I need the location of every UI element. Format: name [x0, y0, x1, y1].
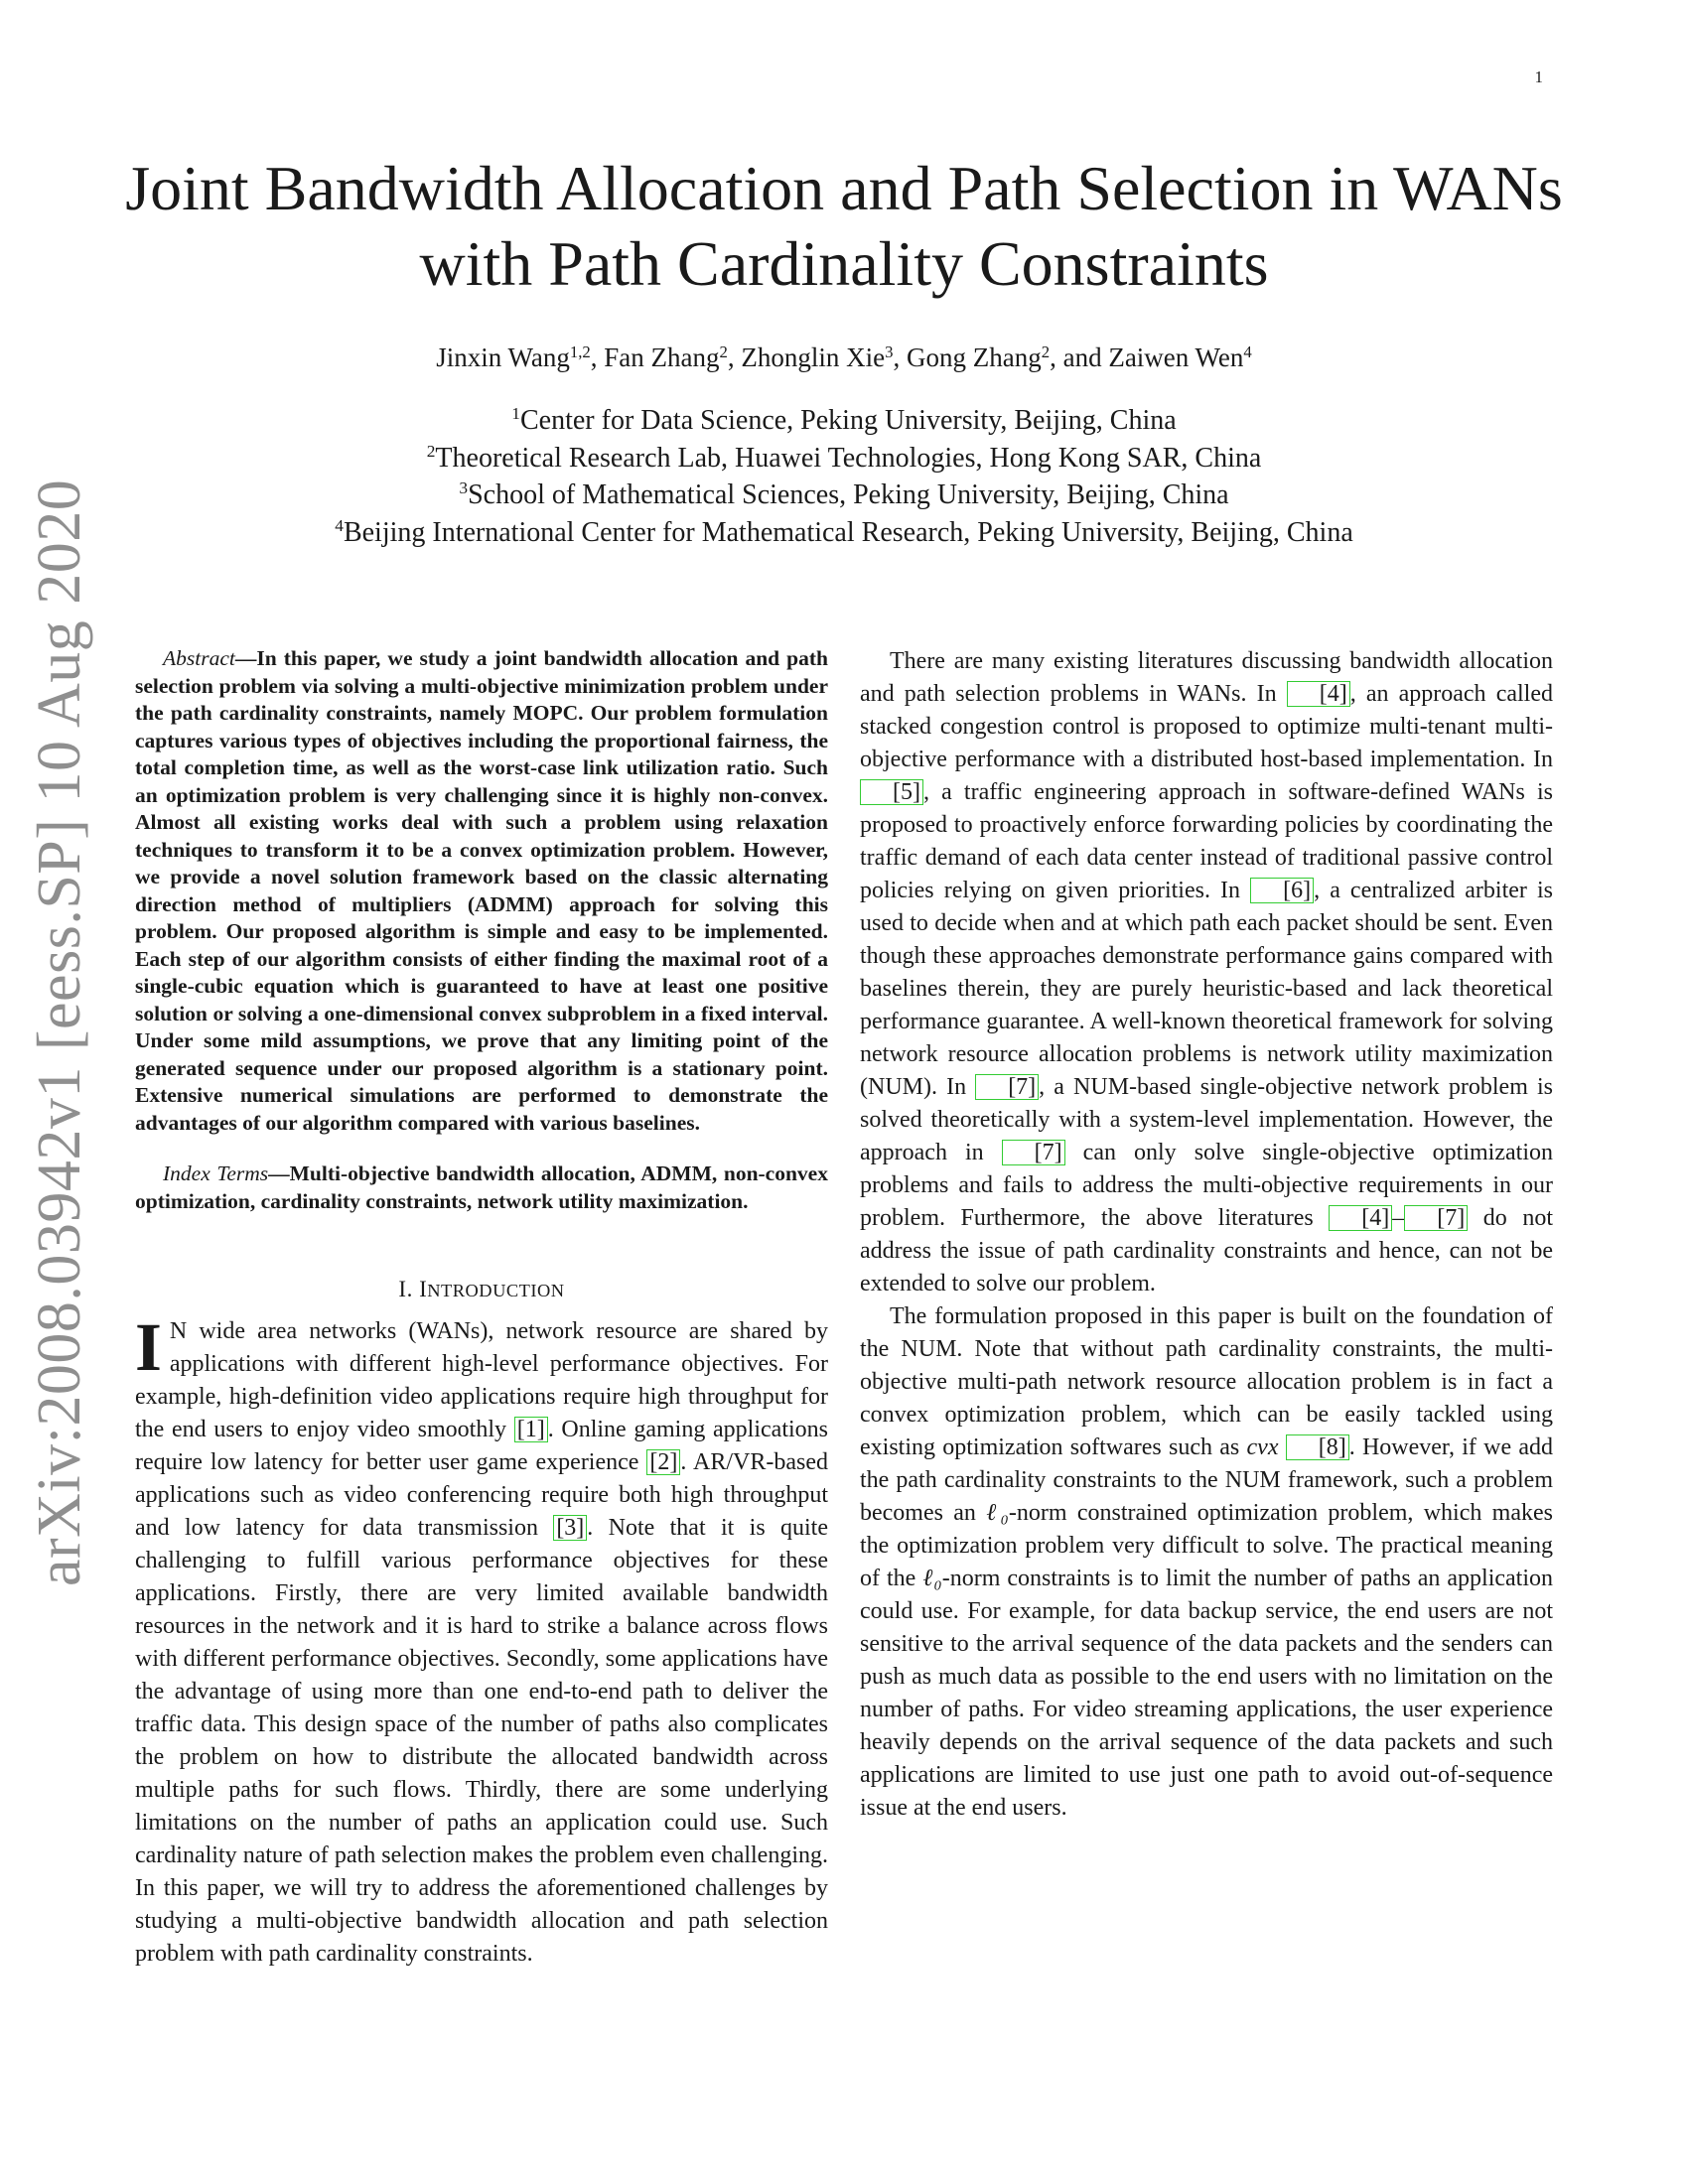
left-column: [135, 645, 828, 1971]
abstract: Abstract—In this paper, we study a joint bandwidth allocation and path selection problem via solving a multi-objective minimization problem under the path cardinality constraints, namely MOPC. Our problem formulation captures various types of objectives including the proportional fairness, the total completion time, as well as the worst-case link utilization ratio. Such an optimization problem is very challenging since it is highly non-convex. Almost all existing works deal with such a problem using relaxation techniques to transform it to be a convex optimization problem. However, we provide a novel solution framework based on the classic alternating direction method of multipliers (ADMM) approach for solving this problem. Our proposed algorithm is simple and easy to be implemented. Each step of our algorithm consists of either finding the maximal root of a single-cubic equation which is guaranteed to have at least one positive solution or solving a one-dimensional convex subproblem in a fixed interval. Under some mild assumptions, we prove that any limiting point of the generated sequence under our proposed algorithm is a stationary point. Extensive numerical simulations are performed to demonstrate the advantages of our algorithm compared with various baselines.: [135, 646, 828, 1135]
affiliation-list: [119, 402, 1569, 551]
arxiv-identifier-stamp[interactable]: arXiv:2008.03942v1 [eess.SP] 10 Aug 2020: [26, 478, 93, 1586]
author: Gong Zhang$^2$, and: [906, 341, 1109, 372]
citation-link[interactable]: [7]: [975, 1074, 1039, 1100]
citation-link[interactable]: [4]: [1329, 1205, 1392, 1231]
affiliation: $^1$Center for Data Science, Peking University, Beijing, China: [511, 404, 1177, 436]
affiliation: $^3$School of Mathematical Sciences, Peking University, Beijing, China: [459, 478, 1229, 510]
author-list: [119, 340, 1569, 375]
citation-link[interactable]: [8]: [1286, 1434, 1349, 1460]
drop-cap: I: [135, 1309, 162, 1385]
intro-paragraph-2: There are many existing literatures discussing bandwidth allocation and path selection problems in WANs. In [4] , an approach called stacked congestion control is proposed to optimize multi-tenant multi-objective performance with a distributed host-based implementation. In [5] , a traffic engineering approach in software-defined WANs is proposed to proactively enforce forwarding policies by coordinating the traffic demand of each data center instead of traditional passive control policies relying on given priorities. In [6] , a centralized arbiter is used to decide when and at which path each packet should be sent. Even though these approaches demonstrate performance gains compared with baselines therein, they are purely heuristic-based and lack theoretical performance guarantee. A well-known theoretical framework for solving network resource allocation problems is network utility maximization (NUM). In [7] , a NUM-based single-objective network problem is solved theoretically with a system-level implementation. However, the approach in [7] can only solve single-objective optimization problems and fails to address the multi-objective requirements in our problem. Furthermore, the above literatures [4] – [7] do not address the issue of path cardinality constraints and hence, can not be extended to solve our problem.: [860, 648, 1554, 1297]
affiliation: $^2$Theoretical Research Lab, Huawei Technologies, Hong Kong SAR, China: [426, 441, 1262, 474]
author: Fan Zhang$^2$,: [604, 341, 742, 372]
citation-link[interactable]: [5]: [860, 779, 923, 805]
affiliation: $^4$Beijing International Center for Mathematical Research, Peking University, Beijing, China: [335, 515, 1353, 548]
intro-paragraph-3: The formulation proposed in this paper is built on the foundation of the NUM. Note that without path cardinality constraints, the multi-objective multi-path network resource allocation problem is in fact a convex optimization problem, which can be easily tackled using existing optimization softwares such as cvx [8] . However, if we add the path cardinality constraints to the NUM framework, such a problem becomes an ℓ₀-norm constrained optimization problem, which makes the optimization problem very difficult to solve. The practical meaning of the ℓ₀-norm constraints is to limit the number of paths an application could use. For example, for data backup service, the end users are not sensitive to the arrival sequence of the data packets and the senders can push as much data as possible to the end users with no limitation on the number of paths. For video streaming applications, the user experience heavily depends on the arrival sequence of the data packets and such applications are limited to use just one path to avoid out-of-sequence issue at the end users.: [860, 1303, 1554, 1821]
paper-title: Joint Bandwidth Allocation and Path Selection in WANs with Path Cardinality Constraints: [125, 153, 1563, 299]
section-heading-introduction: I. INTRODUCTION: [398, 1277, 565, 1301]
author: Zhonglin Xie$^3$,: [741, 341, 907, 372]
index-terms: Index Terms—Multi-objective bandwidth allocation, ADMM, non-convex optimization, cardinality constraints, network utility maximization.: [135, 1161, 828, 1213]
right-column: [860, 645, 1553, 1825]
citation-link[interactable]: [3]: [553, 1515, 587, 1541]
page-number: 1: [1534, 68, 1543, 86]
citation-link[interactable]: [1]: [514, 1417, 548, 1442]
citation-link[interactable]: [4]: [1287, 681, 1350, 707]
citation-link[interactable]: [2]: [646, 1449, 680, 1475]
author: Jinxin Wang$^{1,2}$,: [436, 341, 605, 372]
abstract-label: Abstract: [163, 646, 235, 670]
author: Zaiwen Wen$^4$: [1108, 341, 1252, 372]
index-terms-label: Index Terms: [163, 1161, 269, 1185]
intro-paragraph-1: I N wide area networks (WANs), network resource are shared by applications with different high-level performance objectives. For example, high-definition video applications require high throughput for the end users to enjoy video smoothly [1] . Online gaming applications require low latency for better user game experience [2] . AR/VR-based applications such as video conferencing require both high throughput and low latency for data transmission [3] . Note that it is quite challenging to fulfill various performance objectives for these applications. Firstly, there are very limited available bandwidth resources in the network and it is hard to strike a balance across flows with different performance objectives. Secondly, some applications have the advantage of using more than one end-to-end path to deliver the traffic data. This design space of the number of paths also complicates the problem on how to distribute the allocated bandwidth across multiple paths for such flows. Thirdly, there are some underlying limitations on the number of paths an application could use. Such cardinality nature of path selection makes the problem even challenging. In this paper, we will try to address the aforementioned challenges by studying a multi-objective bandwidth allocation and path selection problem with path cardinality constraints.: [135, 1309, 828, 1967]
math-l0: ℓ₀: [986, 1500, 1009, 1526]
software-name: cvx: [1246, 1434, 1279, 1460]
citation-link[interactable]: [7]: [1404, 1205, 1468, 1231]
citation-link[interactable]: [7]: [1002, 1140, 1065, 1165]
citation-link[interactable]: [6]: [1250, 878, 1314, 903]
math-l0: ℓ₀: [922, 1566, 942, 1591]
